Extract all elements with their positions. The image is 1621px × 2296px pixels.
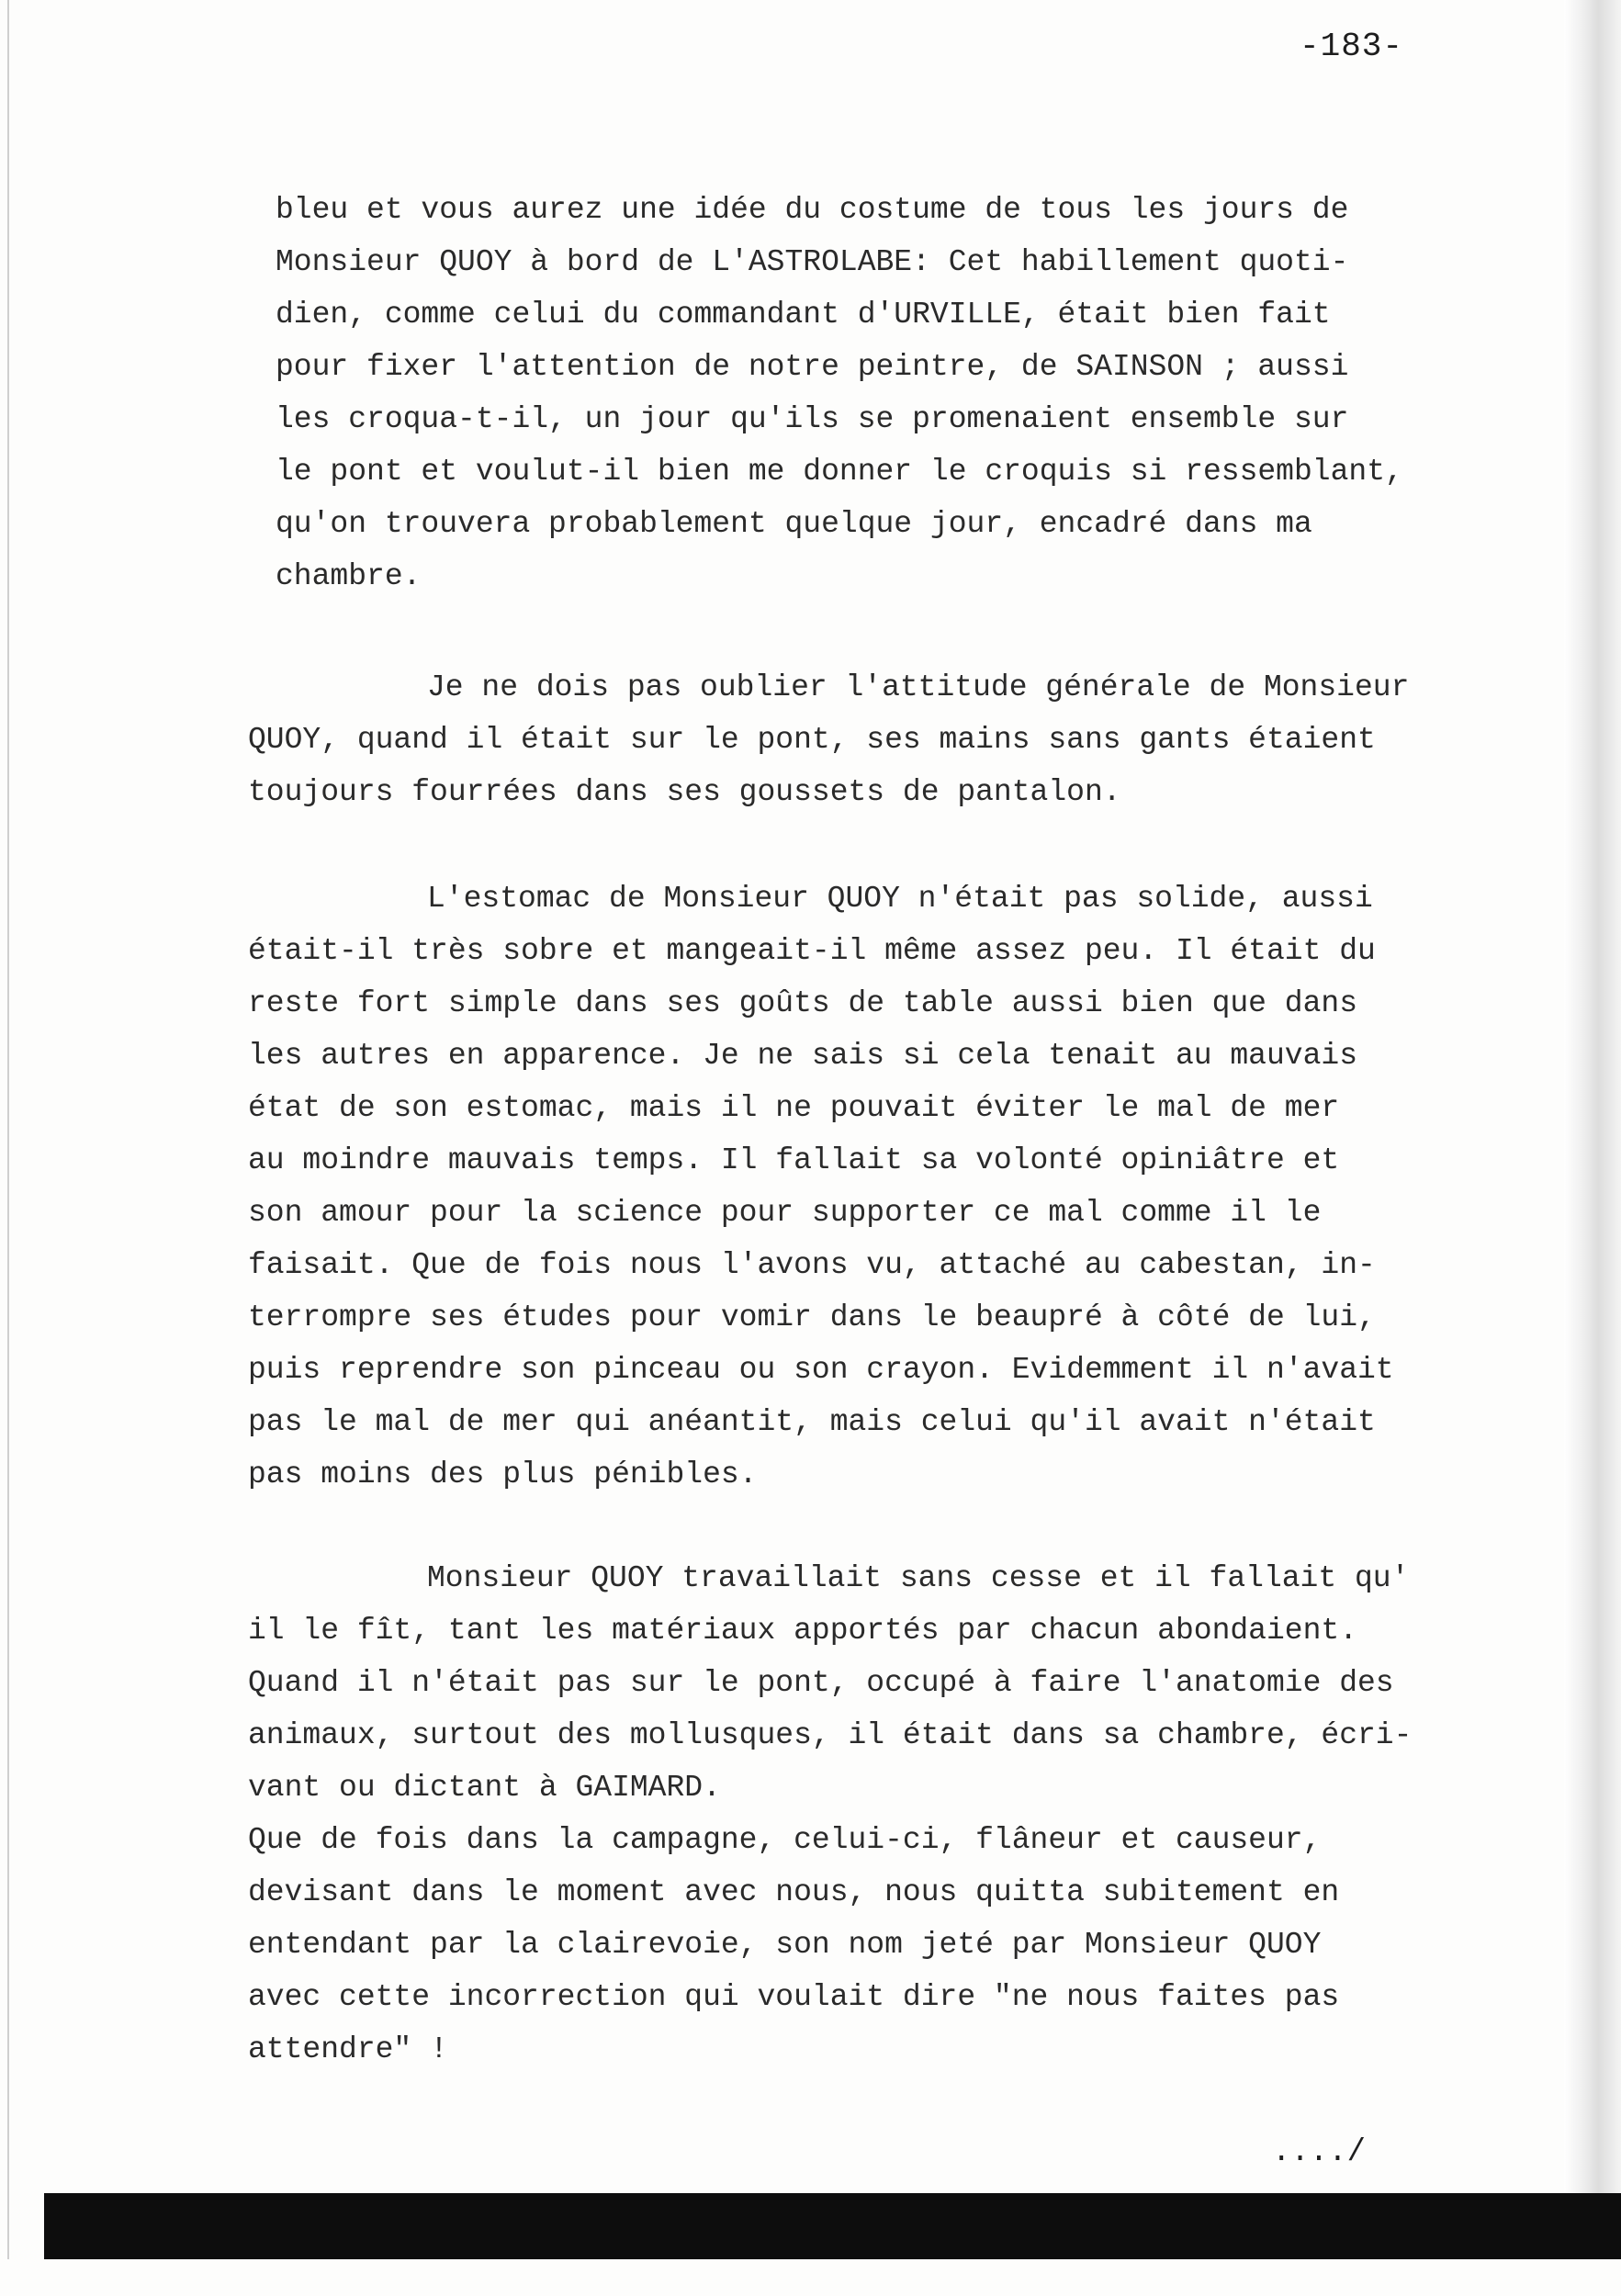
text-line: faisait. Que de fois nous l'avons vu, attaché au cabestan, in- bbox=[248, 1248, 1376, 1282]
text-line: attendre" ! bbox=[248, 2032, 448, 2066]
text-line: entendant par la clairevoie, son nom jeté par Monsieur QUOY bbox=[248, 1928, 1322, 1962]
text-line: il le fît, tant les matériaux apportés par chacun abondaient. bbox=[248, 1614, 1357, 1648]
text-line: chambre. bbox=[276, 559, 422, 593]
text-line: qu'on trouvera probablement quelque jour, encadré dans ma bbox=[276, 507, 1312, 541]
text-line: au moindre mauvais temps. Il fallait sa volonté opiniâtre et bbox=[248, 1143, 1340, 1177]
paragraph-3 bbox=[248, 872, 1515, 1501]
text-line-content: Je ne dois pas oublier l'attitude générale de Monsieur bbox=[427, 670, 1410, 704]
text-line: avec cette incorrection qui voulait dire "ne nous faites pas bbox=[248, 1980, 1340, 2014]
continuation-mark: ..../ bbox=[1272, 2135, 1367, 2170]
page-number: -183- bbox=[1300, 28, 1404, 65]
text-line bbox=[248, 1552, 1515, 1604]
text-line: pas le mal de mer qui anéantit, mais celui qu'il avait n'était bbox=[248, 1405, 1376, 1439]
text-line: Que de fois dans la campagne, celui-ci, flâneur et causeur, bbox=[248, 1823, 1322, 1857]
text-line: toujours fourrées dans ses goussets de pantalon. bbox=[248, 775, 1121, 809]
paragraph-1 bbox=[276, 184, 1543, 602]
left-margin-rule bbox=[7, 0, 9, 2296]
text-line: reste fort simple dans ses goûts de table aussi bien que dans bbox=[248, 986, 1357, 1020]
text-line: puis reprendre son pinceau ou son crayon. Evidemment il n'avait bbox=[248, 1353, 1394, 1387]
scan-bottom-edge bbox=[44, 2193, 1621, 2259]
text-line: animaux, surtout des mollusques, il était dans sa chambre, écri- bbox=[248, 1718, 1413, 1752]
text-line: terrompre ses études pour vomir dans le beaupré à côté de lui, bbox=[248, 1300, 1376, 1334]
text-line: les autres en apparence. Je ne sais si cela tenait au mauvais bbox=[248, 1039, 1357, 1073]
text-line: QUOY, quand il était sur le pont, ses mains sans gants étaient bbox=[248, 723, 1376, 757]
paragraph-4 bbox=[248, 1552, 1515, 2076]
text-line: les croqua-t-il, un jour qu'ils se promenaient ensemble sur bbox=[276, 402, 1349, 436]
text-line-content: L'estomac de Monsieur QUOY n'était pas solide, aussi bbox=[427, 882, 1373, 916]
text-line: dien, comme celui du commandant d'URVILLE, était bien fait bbox=[276, 298, 1331, 332]
scan-edge-shadow bbox=[1564, 0, 1621, 2204]
text-line: son amour pour la science pour supporter ce mal comme il le bbox=[248, 1196, 1322, 1230]
text-line: était-il très sobre et mangeait-il même assez peu. Il était du bbox=[248, 934, 1376, 968]
text-line: vant ou dictant à GAIMARD. bbox=[248, 1771, 721, 1805]
text-line: le pont et voulut-il bien me donner le croquis si ressemblant, bbox=[276, 455, 1403, 489]
text-line: Monsieur QUOY à bord de L'ASTROLABE: Cet habillement quoti- bbox=[276, 245, 1349, 279]
text-line: bleu et vous aurez une idée du costume de tous les jours de bbox=[276, 193, 1349, 227]
text-line-content: Monsieur QUOY travaillait sans cesse et il fallait qu' bbox=[427, 1561, 1410, 1595]
page-bottom-margin bbox=[0, 2259, 1621, 2296]
text-line: devisant dans le moment avec nous, nous quitta subitement en bbox=[248, 1875, 1340, 1909]
text-line: état de son estomac, mais il ne pouvait éviter le mal de mer bbox=[248, 1091, 1340, 1125]
paragraph-2 bbox=[248, 661, 1515, 818]
text-line: pour fixer l'attention de notre peintre, de SAINSON ; aussi bbox=[276, 350, 1349, 384]
text-line bbox=[248, 872, 1515, 925]
text-line: pas moins des plus pénibles. bbox=[248, 1458, 758, 1491]
text-line: Quand il n'était pas sur le pont, occupé à faire l'anatomie des bbox=[248, 1666, 1394, 1700]
text-line bbox=[248, 661, 1515, 714]
